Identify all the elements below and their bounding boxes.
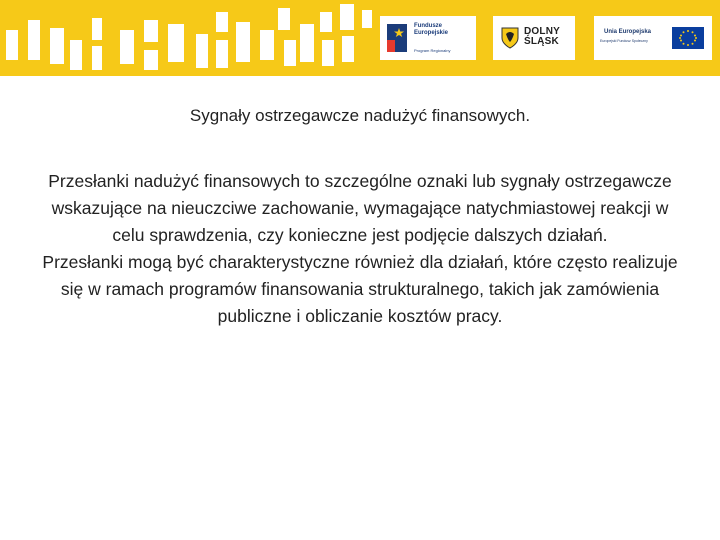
fundusze-europejskie-logo xyxy=(380,16,476,60)
slide-title: Sygnały ostrzegawcze nadużyć finansowych. xyxy=(189,106,531,125)
body-paragraph-1: Przesłanki nadużyć finansowych to szczególne oznaki lub sygnały ostrzegawcze wskazujące na nieuczciwe zachowanie, wymagające natychmiastowej reakcji w celu sprawdzenia, czy konieczne jest podjęcie dalszych działań. xyxy=(48,171,672,245)
dolny-slask-logo xyxy=(493,16,575,60)
fe-name: Fundusze Europejskie xyxy=(414,23,449,36)
dolny-slask-text: DOLNY ŚLĄSK xyxy=(524,26,560,47)
fe-star-icon xyxy=(385,22,411,54)
eu-flag-icon xyxy=(672,27,704,49)
fe-program-label: Program Regionalny xyxy=(414,48,451,53)
eu-logo xyxy=(594,16,712,60)
eu-fund-label: Europejski Fundusz Społeczny xyxy=(600,39,648,43)
header-bar xyxy=(0,0,720,76)
coat-of-arms-icon xyxy=(500,26,520,50)
slide-body xyxy=(34,168,686,330)
decorative-squares xyxy=(0,0,380,76)
body-paragraph-2: Przesłanki mogą być charakterystyczne również dla działań, które często realizuje się w ramach programów finansowania strukturalnego, takich jak zamówienia publiczne i obliczanie kosztów pracy. xyxy=(42,252,678,326)
eu-name: Unia Europejska xyxy=(604,29,652,35)
